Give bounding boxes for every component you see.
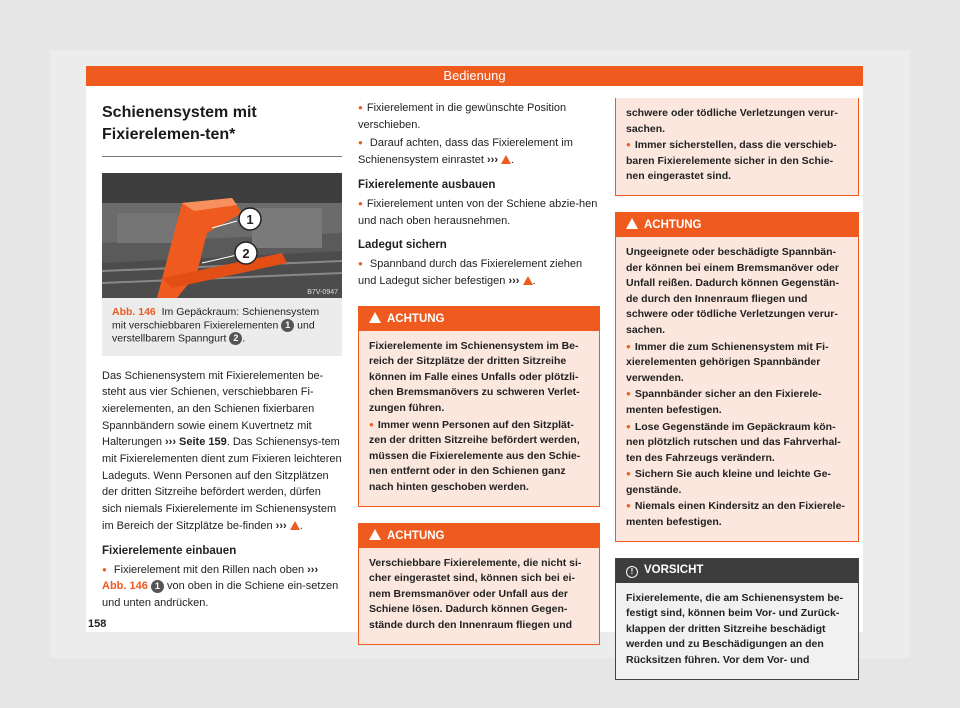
warning-bullet-3-1: ● Immer die zum Schienensystem mit Fi-xierelementen gehörigen Spannbänder verwenden. xyxy=(626,339,848,387)
warning-triangle-icon xyxy=(369,312,381,323)
warning-body-2 xyxy=(359,548,599,644)
caption-text-b: und verstellbarem Spanngurt xyxy=(112,319,315,345)
column-2 xyxy=(358,100,600,645)
warning-header-2: ACHTUNG xyxy=(359,524,599,548)
figure-callout-2: 2 xyxy=(242,246,250,261)
title-rule xyxy=(102,156,342,157)
warning-box-2 xyxy=(358,523,600,645)
warning-continued-bullet: ● Immer sicherstellen, dass die verschieb-baren Fixierelemente sicher in den Schie-nen eingerastet sind. xyxy=(626,137,848,185)
figure-caption xyxy=(102,298,342,356)
figure-label: Abb. 146 xyxy=(112,306,156,318)
subhead-einbauen: Fixierelemente einbauen xyxy=(102,544,237,557)
caption-text-a: Im Gepäckraum: Schienensystem mit verschiebbaren Fixierelementen xyxy=(112,306,320,332)
info-icon: ! xyxy=(626,566,638,578)
column-1 xyxy=(102,100,342,612)
warning-icon xyxy=(290,521,300,530)
caution-header: ! VORSICHT xyxy=(616,559,858,583)
warning-body-2-continued xyxy=(616,98,858,195)
bullet-einrasten: ● Darauf achten, dass das Fixierelement im Schienensystem einrastet ››› . xyxy=(358,135,600,168)
warning-icon xyxy=(523,276,533,285)
caption-end: . xyxy=(242,332,246,345)
warning-triangle-icon xyxy=(369,529,381,540)
subhead-ausbauen: Fixierelemente ausbauen xyxy=(358,178,496,191)
warning-body-1 xyxy=(359,331,599,506)
figure-reference-link[interactable]: Abb. 146 xyxy=(102,580,148,593)
warning-body-3 xyxy=(616,237,858,541)
page-number: 158 xyxy=(88,618,107,630)
callout-1-inline: 1 xyxy=(151,580,164,593)
warning-header-3: ACHTUNG xyxy=(616,213,858,237)
page-reference-link[interactable]: ››› Seite 159 xyxy=(165,436,227,449)
page-header: Bedienung xyxy=(86,66,863,86)
warning-box-3 xyxy=(615,212,859,542)
intro-paragraph: Das Schienensystem mit Fixierelementen be-steht aus vier Schienen, verschiebbaren Fi-xierelementen, an den Schienen fixierbaren Spannbändern sowie einem Kuvertnetz mit Halterungen ››› Seite 159. Das Schienensys-tem mit Fixierelementen dient zum Fixieren leichteren Ladeguts. Wenn Personen auf den Sitzplätzen der dritten Sitzreihe befördert werden, dürfen sich niemals Fixierelemente im Schienensystem im Bereich der Sitzplätze be-finden ››› . xyxy=(102,369,342,532)
warning-box-2-continued xyxy=(615,98,859,196)
warning-text-3: Ungeeignete oder beschädigte Spannbän-der können bei einem Bremsmanöver oder Unfall reißen. Dadurch können Gegenstän-de durch den Innenraum fliegen und schwere oder tödliche Verletzungen verur-sachen. xyxy=(626,245,839,336)
callout-2: 2 xyxy=(229,332,242,345)
warning-bullet-3-4: ● Sichern Sie auch kleine und leichte Ge-genstände. xyxy=(626,466,848,498)
subhead-ladegut: Ladegut sichern xyxy=(358,239,447,252)
bullet-verschieben: ● Fixierelement in die gewünschte Position verschieben. xyxy=(358,100,600,133)
trunk-illustration xyxy=(102,173,342,298)
warning-bullet-1: ● Immer wenn Personen auf den Sitzplät-zen der dritten Sitzreihe befördert werden, müssen die Fixierelemente aus den Schie-nen entfernt oder in den Schienen ganz nach hinten geschoben werden. xyxy=(369,417,589,496)
warning-box-1 xyxy=(358,306,600,507)
caution-body: Fixierelemente, die am Schienensystem be-festigt sind, können beim Vor- und Zurück-klappen der dritten Sitzreihe beschädigt werden und zu Beschädigungen an den Rücksitzen führen. Vor dem Vor- und xyxy=(616,583,858,679)
figure-callout-1: 1 xyxy=(246,212,254,227)
warning-icon xyxy=(501,155,511,164)
callout-1: 1 xyxy=(281,319,294,332)
caution-box xyxy=(615,558,859,680)
reference-arrow: ››› xyxy=(275,519,287,532)
warning-header-1: ACHTUNG xyxy=(359,307,599,331)
figure-image xyxy=(102,173,342,298)
warning-continued-text: schwere oder tödliche Verletzungen verur-sachen. xyxy=(626,107,838,135)
warning-bullet-3-2: ● Spannbänder sicher an den Fixierele-menten befestigen. xyxy=(626,386,848,418)
bullet-einbauen: ● Fixierelement mit den Rillen nach oben ››› Abb. 146 1 von oben in die Schiene ein-setzen und unten andrücken. xyxy=(102,562,342,612)
warning-bullet-3-3: ● Lose Gegenstände im Gepäckraum kön-nen plötzlich rutschen und das Fahrverhal-ten des Fahrzeugs verändern. xyxy=(626,419,848,467)
section-title: Schienensystem mit Fixierelemen-ten* xyxy=(102,104,257,143)
warning-bullet-3-5: ● Niemals einen Kindersitz an den Fixierele-menten befestigen. xyxy=(626,498,848,530)
bullet-ladegut: ● Spannband durch das Fixierelement ziehen und Ladegut sicher befestigen ››› . xyxy=(358,256,600,289)
warning-text-2: Verschiebbare Fixierelemente, die nicht si-cher eingerastet sind, können sich bei ei-nem Bremsmanöver oder Unfall aus der Schiene lösen. Dadurch können Gegen-stände durch den Innenraum fliegen und xyxy=(369,556,582,631)
figure-code: B7V-0947 xyxy=(307,289,338,296)
column-3 xyxy=(615,98,859,680)
bullet-ausbauen: ● Fixierelement unten von der Schiene abzie-hen und nach oben herausnehmen. xyxy=(358,196,600,229)
warning-triangle-icon xyxy=(626,218,638,229)
warning-text-1: Fixierelemente im Schienensystem im Be-reich der Sitzplätze der dritten Sitzreihe können im Falle eines Unfalls oder plötzli-chen Bremsmanövers zu schweren Verlet-zungen führen. xyxy=(369,339,580,414)
